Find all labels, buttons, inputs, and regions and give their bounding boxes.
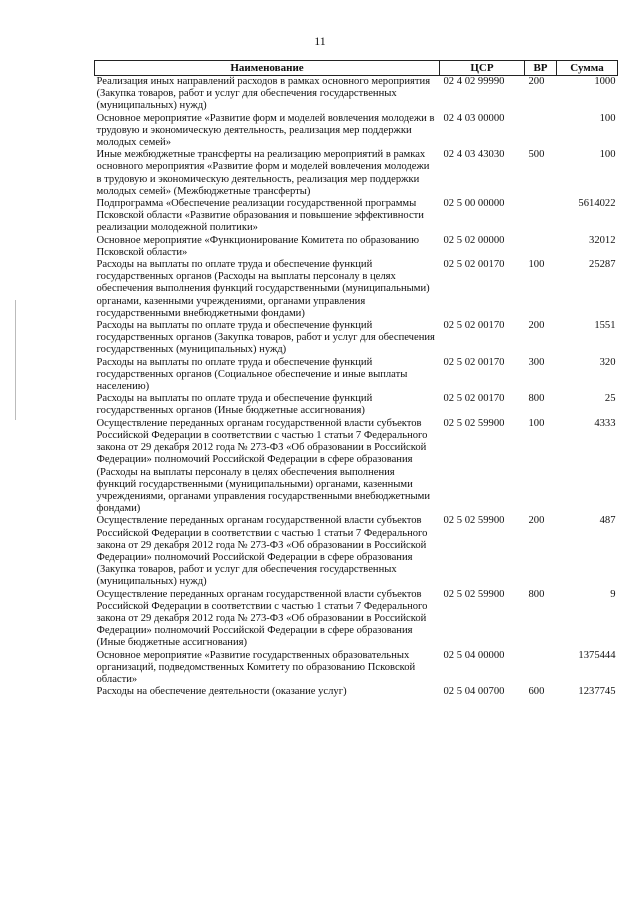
table-row [95,357,618,394]
row-csr-cell: 02 5 04 00000 [443,649,505,661]
row-sum-cell: 5614022 [578,198,616,210]
row-vr-cell [525,235,557,259]
row-vr-cell: 200 [528,515,545,527]
row-name-cell: Осуществление переданных органам государственной власти субъектов Российской Федерации в соответствии с частью 1 статьи 7 Федерального закона от 29 декабря 2012 года № 273-ФЗ «Об образовании в Российской Федерации» полномочий Российской Федерации в сфере образования (Расходы на выплаты персоналу в целях обеспечения выполнения функций государственными (муниципальными) органами, казенными учреждениями, органами управления государственными внебюджетными фондами) [96,417,431,515]
row-sum-cell: 100 [599,149,616,161]
row-sum-cell: 1375444 [578,649,616,661]
table-row [95,650,618,687]
row-vr-cell: 100 [528,259,545,271]
row-name-cell: Осуществление переданных органам государственной власти субъектов Российской Федерации в соответствии с частью 1 статьи 7 Федерального закона от 29 декабря 2012 года № 273-ФЗ «Об образовании в Российской Федерации» полномочий Российской Федерации в сфере образования (Закупка товаров, работ и услуг для обеспечения государственных (муниципальных) нужд) [96,515,428,588]
row-csr-cell: 02 4 03 43030 [443,149,505,161]
column-header-name: Наименование [95,61,440,76]
row-vr-cell [525,113,557,150]
table-row [95,235,618,259]
table-header-row [95,61,618,76]
row-csr-cell: 02 5 02 00000 [443,234,505,246]
row-sum-cell: 100 [599,112,616,124]
row-name-cell: Расходы на обеспечение деятельности (оказание услуг) [96,686,347,698]
page-number: 11 [314,34,326,48]
row-sum-cell: 1237745 [578,686,616,698]
row-csr-cell: 02 5 02 59900 [443,588,505,600]
row-vr-cell: 500 [528,149,545,161]
row-vr-cell: 200 [525,76,557,113]
row-name-cell: Реализация иных направлений расходов в рамках основного мероприятия (Закупка товаров, работ и услуг для обеспечения государственных (муниципальных) нужд) [95,76,440,113]
row-sum-cell: 4333 [594,417,616,429]
row-name-cell: Осуществление переданных органам государственной власти субъектов Российской Федерации в соответствии с частью 1 статьи 7 Федерального закона от 29 декабря 2012 года № 273-ФЗ «Об образовании в Российской Федерации» полномочий Российской Федерации в сфере образования (Иные бюджетные ассигнования) [96,588,428,649]
row-vr-cell [525,650,557,687]
row-sum-cell: 25287 [589,259,616,271]
row-vr-cell: 800 [528,393,545,405]
row-csr-cell: 02 5 02 59900 [443,515,505,527]
row-vr-cell: 200 [528,320,545,332]
row-vr-cell: 600 [528,686,545,698]
row-name-cell: Расходы на выплаты по оплате труда и обеспечение функций государственных органов (Социальное обеспечение и иные выплаты населению) [96,356,408,393]
row-vr-cell: 100 [528,417,545,429]
budget-table [94,60,618,698]
table-row [95,515,618,588]
table-row [95,320,618,357]
column-header-vr: ВР [525,61,557,76]
table-row [95,418,618,516]
column-header-csr: ЦСР [440,61,525,76]
row-csr-cell: 02 5 02 00170 [443,320,505,332]
row-csr-cell: 02 5 02 00170 [443,259,505,271]
row-csr-cell: 02 5 00 00000 [443,198,505,210]
row-csr-cell: 02 5 02 00170 [443,356,505,368]
row-vr-cell: 800 [528,588,545,600]
row-sum-cell: 1000 [557,76,618,113]
row-csr-cell: 02 5 02 59900 [443,417,505,429]
row-sum-cell: 1551 [594,320,616,332]
table-row [95,393,618,417]
row-name-cell: Иные межбюджетные трансферты на реализацию мероприятий в рамках основного мероприятия «Развитие форм и моделей вовлечения молодежи в трудовую и экономическую деятельность, реализация мер поддержки молодых семей» (Межбюджетные трансферты) [96,149,430,197]
row-sum-cell: 25 [604,393,616,405]
column-header-sum: Сумма [557,61,618,76]
row-csr-cell: 02 5 02 00170 [443,393,505,405]
row-sum-cell: 487 [599,515,616,527]
row-vr-cell [525,198,557,235]
row-csr-cell: 02 5 04 00700 [443,686,505,698]
table-row [95,198,618,235]
scan-margin-line [15,300,16,420]
table-row [95,686,618,698]
row-csr-cell: 02 4 03 00000 [443,112,505,124]
table-body [95,76,618,699]
row-sum-cell: 9 [610,588,616,600]
table-row [95,149,618,198]
table-row [95,589,618,650]
row-sum-cell: 320 [599,356,616,368]
table-row [95,76,618,113]
table-row [95,259,618,320]
table-row [95,113,618,150]
row-name-cell: Расходы на выплаты по оплате труда и обеспечение функций государственных органов (Закупка товаров, работ и услуг для обеспечения государственных (муниципальных) нужд) [96,320,435,356]
row-name-cell: Расходы на выплаты по оплате труда и обеспечение функций государственных органов (Расходы на выплаты персоналу в целях обеспечения выполнения функций государственными (муниципальными) органами, казенными учреждениями, органами управления государственными внебюджетными фондами) [96,259,430,319]
row-csr-cell: 02 4 02 99990 [440,76,525,113]
row-name-cell: Основное мероприятие «Функционирование Комитета по образованию Псковской области» [96,234,420,258]
row-sum-cell: 32012 [589,234,616,246]
row-name-cell: Основное мероприятие «Развитие государственных образовательных организаций, подведомственных Комитету по образованию Псковской области» [96,649,416,685]
row-name-cell: Расходы на выплаты по оплате труда и обеспечение функций государственных органов (Иные бюджетные ассигнования) [96,393,373,417]
row-name-cell: Подпрограмма «Обеспечение реализации государственной программы Псковской области «Развитие образования и повышение эффективности реализации молодежной политики» [96,198,424,234]
row-name-cell: Основное мероприятие «Развитие форм и моделей вовлечения молодежи в трудовую и экономическую деятельность, реализация мер поддержки молодых семей» [96,112,435,149]
row-vr-cell: 300 [528,356,545,368]
